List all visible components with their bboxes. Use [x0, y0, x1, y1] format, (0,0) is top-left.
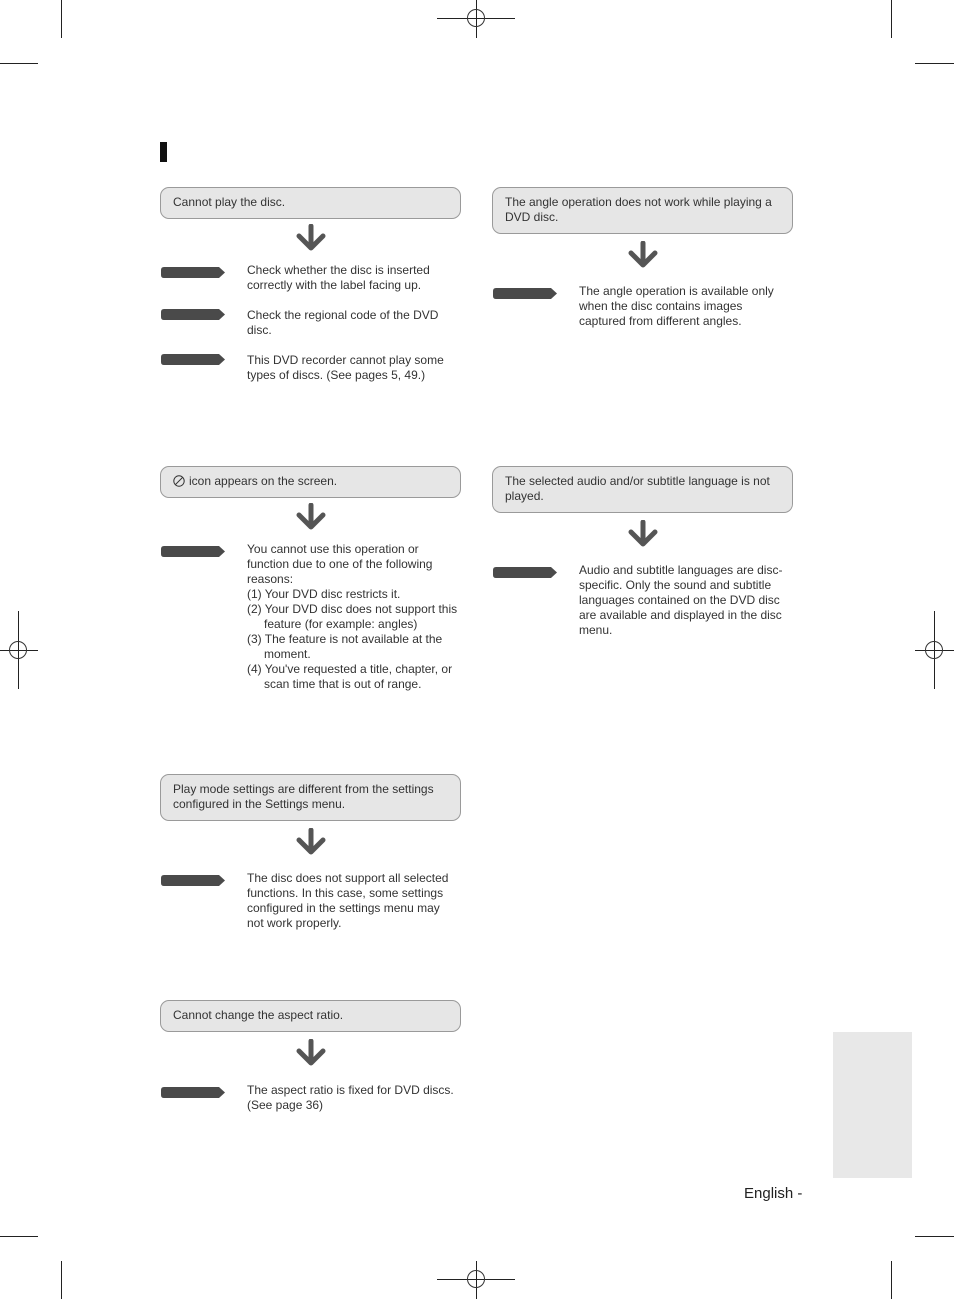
solution-tag-icon [161, 267, 225, 278]
problem-box: Cannot play the disc. [160, 187, 461, 219]
solution-tag-icon [161, 354, 225, 365]
down-arrow-icon [295, 224, 327, 254]
prohibited-icon [173, 475, 185, 487]
solution-text: Check the regional code of the DVD disc. [247, 308, 439, 337]
solution-text: Check whether the disc is inserted correctly with the label facing up. [247, 263, 430, 292]
solution-intro: You cannot use this operation or function due to one of the following reasons: [247, 542, 433, 586]
problem-box: The angle operation does not work while playing a DVD disc. [492, 187, 793, 234]
down-arrow-icon [295, 1039, 327, 1069]
solution-tag-icon [161, 546, 225, 557]
down-arrow-icon [627, 520, 659, 550]
crop-mark-tr-v [891, 0, 892, 38]
solution-tag-icon [161, 309, 225, 320]
page-footer: English - [744, 1185, 803, 1202]
solution-text: The angle operation is available only when the disc contains images captured from different angles. [579, 284, 774, 328]
problem-box: Cannot change the aspect ratio. [160, 1000, 461, 1032]
reason-item: (3) The feature is not available at the moment. [247, 632, 443, 661]
reason-item: (4) You've requested a title, chapter, or scan time that is out of range. [247, 662, 453, 691]
crop-mark-br-h [915, 1236, 954, 1237]
solution-text: The aspect ratio is fixed for DVD discs. (See page 36) [247, 1083, 454, 1112]
problem-box: Play mode settings are different from the settings configured in the Settings menu. [160, 774, 461, 821]
solution-text: This DVD recorder cannot play some types of discs. (See pages 5, 49.) [247, 353, 444, 382]
down-arrow-icon [295, 503, 327, 533]
solution-tag-icon [161, 1087, 225, 1098]
section-title-bar [160, 142, 167, 162]
solution-tag-icon [493, 567, 557, 578]
crop-mark-br-v [891, 1261, 892, 1299]
solution-text: Audio and subtitle languages are disc-specific. Only the sound and subtitle languages contained on the DVD disc are available and displayed in the disc menu. [579, 563, 783, 637]
side-tab-panel [833, 1032, 912, 1178]
solution-tag-icon [161, 875, 225, 886]
down-arrow-icon [295, 828, 327, 858]
crop-mark-tl-v [61, 0, 62, 38]
crop-mark-tr-h [915, 63, 954, 64]
reason-item: (1) Your DVD disc restricts it. [247, 587, 401, 601]
solution-text: The disc does not support all selected functions. In this case, some settings configured in the settings menu may not work properly. [247, 871, 449, 930]
crop-mark-bl-h [0, 1236, 38, 1237]
crop-mark-bl-v [61, 1261, 62, 1299]
problem-box: icon appears on the screen. [160, 466, 461, 498]
reason-item: (2) Your DVD disc does not support this feature (for example: angles) [247, 602, 458, 631]
solution-text [247, 542, 462, 692]
crop-mark-tl-h [0, 63, 38, 64]
solution-tag-icon [493, 288, 557, 299]
problem-box: The selected audio and/or subtitle language is not played. [492, 466, 793, 513]
down-arrow-icon [627, 241, 659, 271]
